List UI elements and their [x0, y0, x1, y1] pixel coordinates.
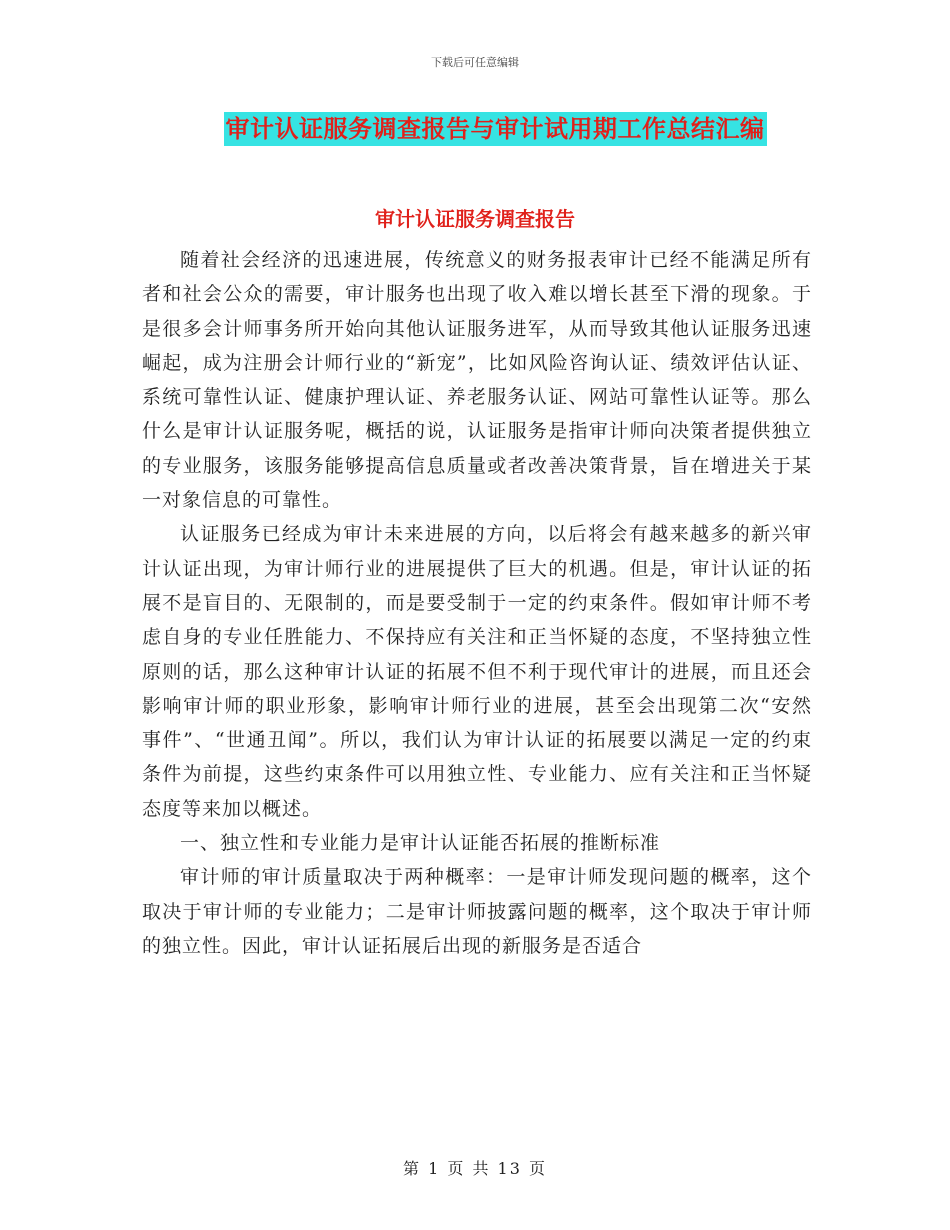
paragraph-2: 认证服务已经成为审计未来进展的方向，以后将会有越来越多的新兴审计认证出现，为审计师行业的进展提供了巨大的机遇。但是，审计认证的拓展不是盲目的、无限制的，而是要受制于一定的约束条件。假如审计师不考虑自身的专业任胜能力、不保持应有关注和正当怀疑的态度，不坚持独立性原则的话，那么这种审计认证的拓展不但不利于现代审计的进展，而且还会影响审计师的职业形象，影响审计师行业的进展，甚至会出现第二次“安然事件”、“世通丑闻”。所以，我们认为审计认证的拓展要以满足一定的约束条件为前提，这些约束条件可以用独立性、专业能力、应有关注和正当怀疑态度等来加以概述。 — [142, 523, 812, 820]
paragraph-heading-1: 一、独立性和专业能力是审计认证能否拓展的推断标准 — [180, 832, 661, 855]
paragraph-1: 随着社会经济的迅速进展，传统意义的财务报表审计已经不能满足所有者和社会公众的需要，审计服务也出现了收入难以增长甚至下滑的现象。于是很多会计师事务所开始向其他认证服务进军，从而导致其他认证服务迅速崛起，成为注册会计师行业的“新宠”，比如风险咨询认证、绩效评估认证、系统可靠性认证、健康护理认证、养老服务认证、网站可靠性认证等。那么什么是审计认证服务呢，概括的说，认证服务是指审计师向决策者提供独立的专业服务，该服务能够提高信息质量或者改善决策背景，旨在增进关于某一对象信息的可靠性。 — [142, 249, 812, 512]
document-title-container — [0, 112, 950, 146]
paragraph-3: 审计师的审计质量取决于两种概率：一是审计师发现问题的概率，这个取决于审计师的专业能力；二是审计师披露问题的概率，这个取决于审计师的独立性。因此，审计认证拓展后出现的新服务是否适合 — [142, 866, 812, 957]
document-body — [142, 243, 812, 963]
header-note: 下载后可任意编辑 — [431, 56, 519, 69]
section-title: 审计认证服务调查报告 — [375, 207, 575, 231]
page-number-footer: 第 1 页 共 13 页 — [403, 1159, 547, 1178]
document-title: 审计认证服务调查报告与审计试用期工作总结汇编 — [224, 112, 767, 146]
